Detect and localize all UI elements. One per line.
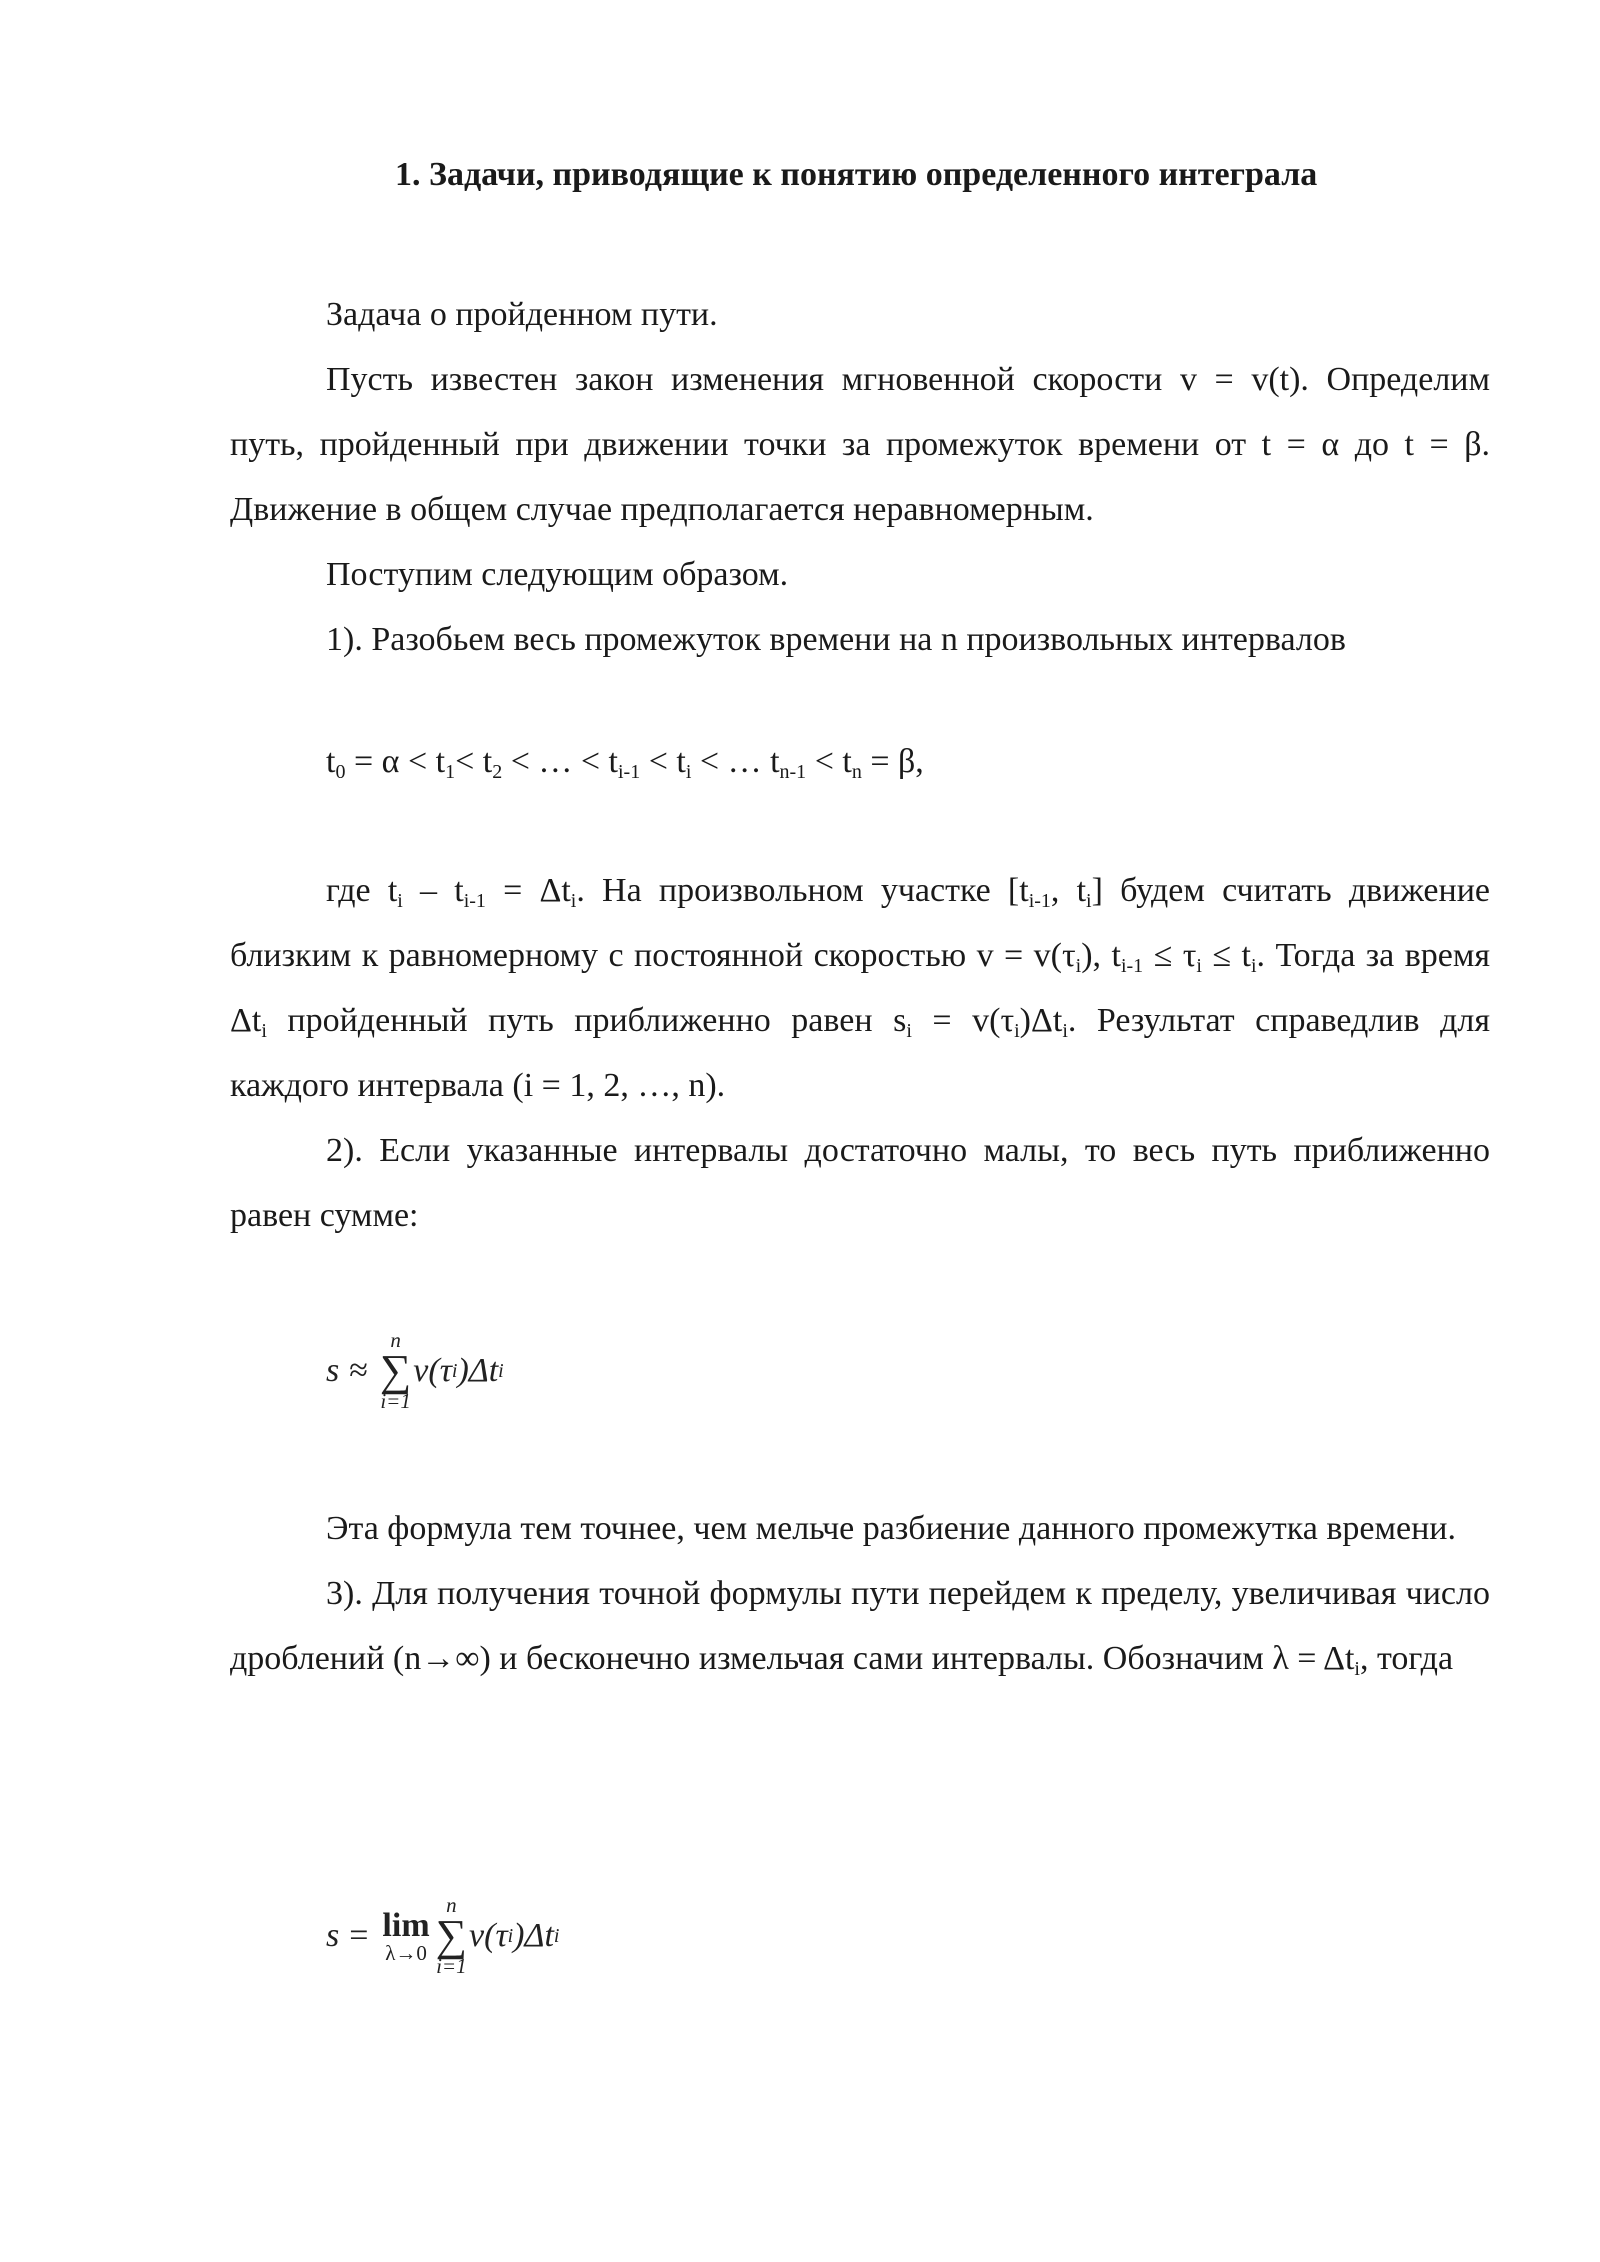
formula-equals-sign: = <box>349 1917 369 1954</box>
formula-approx-sign: ≈ <box>349 1352 368 1389</box>
intro-block <box>230 282 1490 672</box>
paragraph-procedure: Поступим следующим образом. <box>326 556 789 593</box>
paragraph-interval-description: где $t_i - t_{i-1} = \Delta t_i$. На произвольном участке [$t_{i-1}$, $t_i$] будем считать движение близким к равномерному с постоянной скоростью $v = v(\tau_i)$, $t_{i-1} \le \tau_i \le t_i$. Тогда за время $\Delta t_i$ пройденный путь приближенно равен $s_i = v(\tau_i)\Delta t_i$. Результат справедлив для каждого интервала (i = 1, 2, …, n). <box>230 872 1490 1104</box>
formula-riemann-sum: s ≈ n ∑ i=1 v( τ i )Δt i <box>326 1328 504 1413</box>
formula-lhs: s <box>326 1917 340 1954</box>
partition-sequence: $t_0 = \alpha < t_1< t_2$ < … < $t_{i-1} < t_i$ < … $t_{n-1} < t_n = \beta$, <box>326 743 924 783</box>
limit-operator: lim λ→0 <box>382 1906 430 1965</box>
sum-operator: n ∑ i=1 <box>435 1893 468 1978</box>
formula-lhs: s <box>326 1352 340 1389</box>
paragraph-velocity-law: Пусть известен закон изменения мгновенной скорости v = v(t). Определим путь, пройденный при движении точки за промежуток времени от t = α до t = β. Движение в общем случае предполагается неравномерным. <box>230 361 1490 528</box>
sum-operator: n ∑ i=1 <box>379 1328 412 1413</box>
formula-limit: s = lim λ→0 n ∑ i=1 v( τ i )Δt i <box>326 1893 560 1978</box>
middle-block <box>230 858 1490 1248</box>
bottom-block <box>230 1496 1490 1691</box>
paragraph-step-1: 1). Разобьем весь промежуток времени на n произвольных интервалов <box>326 621 1346 658</box>
paragraph-step-3: 3). Для получения точной формулы пути перейдем к пределу, увеличивая число дроблений (n→∞) и бесконечно измельчая сами интервалы. Обозначим $\lambda = \Delta t_i$, тогда <box>230 1575 1490 1680</box>
paragraph-step-2: 2). Если указанные интервалы достаточно малы, то весь путь приближенно равен сумме: <box>230 1132 1490 1234</box>
paragraph-task-title: Задача о пройденном пути. <box>326 296 718 333</box>
paragraph-precision: Эта формула тем точнее, чем мельче разбиение данного промежутка времени. <box>326 1510 1456 1547</box>
section-heading: 1. Задачи, приводящие к понятию определенного интеграла <box>395 156 1318 193</box>
